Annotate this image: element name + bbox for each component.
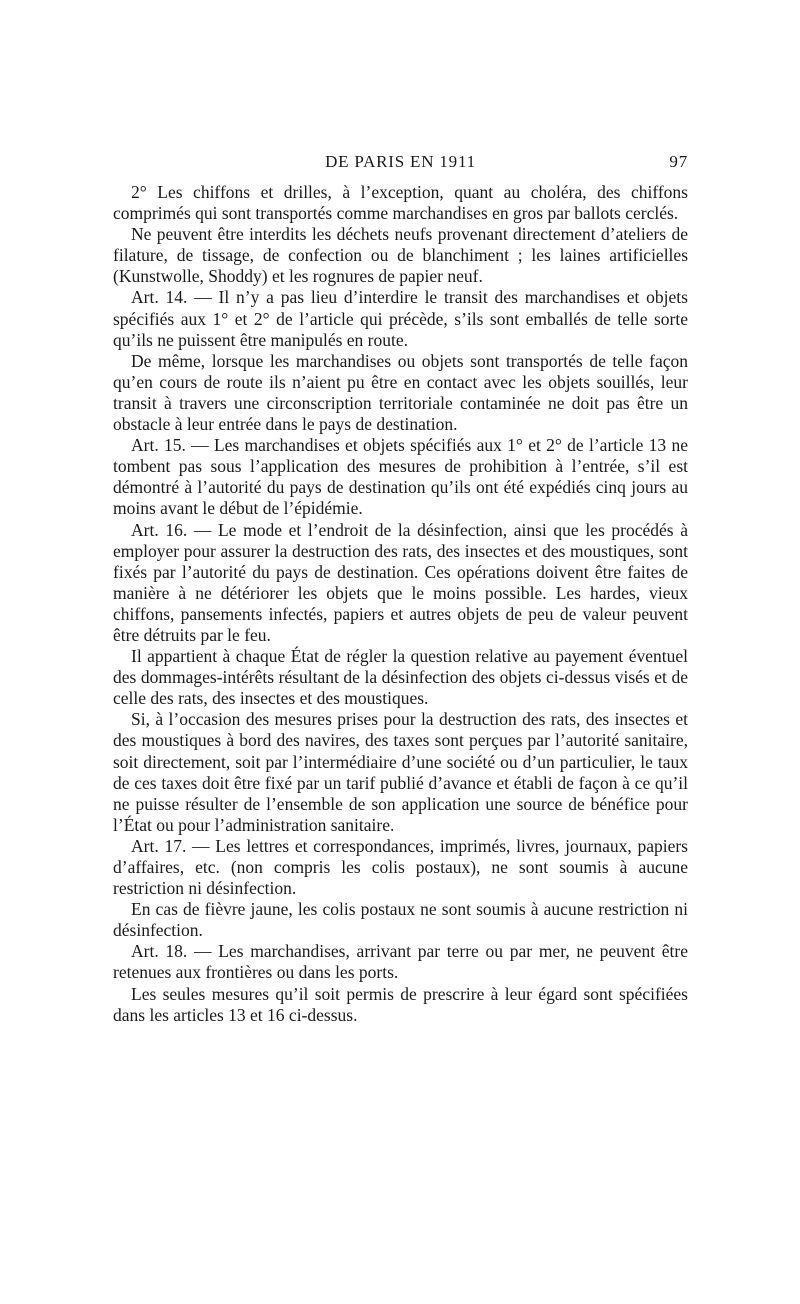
paragraph: Il appartient à chaque État de régler la question relative au payement éventuel des dommages-intérêts résultant de la désinfection des objets ci-dessus visés et de celle des rats, des insectes et des moustiques. [113,646,688,709]
article-paragraph: Art. 16. — Le mode et l’endroit de la désinfection, ainsi que les procédés à employer pour assurer la destruction des rats, des insectes et des moustiques, sont fixés par l’autorité du pays de destination. Ces opérations doivent être faites de manière à ne détériorer les objets que le moins possible. Les hardes, vieux chiffons, pansements infectés, papiers et autres objets de peu de valeur peuvent être détruits par le feu. [113,519,688,645]
article-paragraph: Art. 15. — Les marchandises et objets spécifiés aux 1° et 2° de l’article 13 ne tombent pas sous l’application des mesures de prohibition à l’entrée, s’il est démontré à l’autorité du pays de destination qu’ils ont été expédiés cinq jours au moins avant le début de l’épidémie. [113,435,688,519]
paragraph: En cas de fièvre jaune, les colis postaux ne sont soumis à aucune restriction ni désinfection. [113,899,688,941]
body-text [113,182,688,1026]
paragraph: Si, à l’occasion des mesures prises pour la destruction des rats, des insectes et des moustiques à bord des navires, des taxes sont perçues par l’autorité sanitaire, soit directement, soit par l’intermédiaire d’une société ou d’un particulier, le taux de ces taxes doit être fixé par un tarif publié d’avance et établi de façon à ce qu’il ne puisse résulter de l’ensemble de son application une source de bénéfice pour l’État ou pour l’administration sanitaire. [113,709,688,835]
paragraph: De même, lorsque les marchandises ou objets sont transportés de telle façon qu’en cours de route ils n’aient pu être en contact avec les objets souillés, leur transit à travers une circonscription territoriale contaminée ne doit pas être un obstacle à leur entrée dans le pays de destination. [113,350,688,435]
running-head [113,152,688,176]
article-paragraph: Art. 18. — Les marchandises, arrivant par terre ou par mer, ne peuvent être retenues aux frontières ou dans les ports. [113,941,688,983]
page-number: 97 [669,152,688,171]
paragraph: Ne peuvent être interdits les déchets neufs provenant directement d’ateliers de filature, de tissage, de confection ou de blanchiment ; les laines artificielles (Kunstwolle, Shoddy) et les rognures de papier neuf. [113,224,688,287]
article-paragraph: Art. 14. — Il n’y a pas lieu d’interdire le transit des marchandises et objets spécifiés aux 1° et 2° de l’article qui précède, s’ils sont emballés de telle sorte qu’ils ne puissent être manipulés en route. [113,287,688,350]
paragraph: 2° Les chiffons et drilles, à l’exception, quant au choléra, des chiffons comprimés qui sont transportés comme marchandises en gros par ballots cerclés. [113,182,688,224]
article-paragraph: Art. 17. — Les lettres et correspondances, imprimés, livres, journaux, papiers d’affaires, etc. (non compris les colis postaux), ne sont soumis à aucune restriction ni désinfection. [113,835,688,899]
paragraph: Les seules mesures qu’il soit permis de prescrire à leur égard sont spécifiées dans les articles 13 et 16 ci-dessus. [113,983,688,1025]
running-title: DE PARIS EN 1911 [325,152,476,171]
